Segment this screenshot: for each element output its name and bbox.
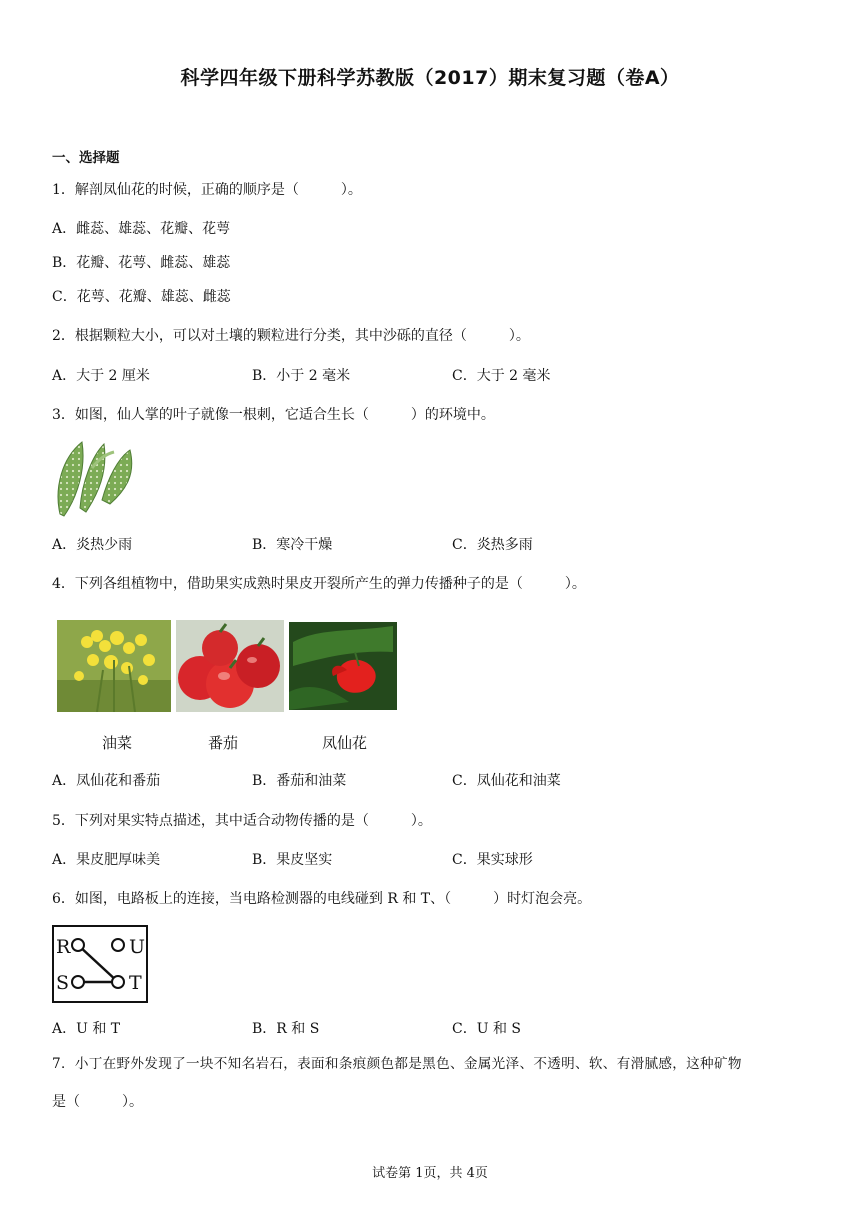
q3-option-b[interactable]: B．寒冷干燥: [252, 537, 333, 553]
question-7-stem-line-2: 是（ ）。: [52, 1094, 143, 1110]
q1-option-a[interactable]: A．雌蕊、雄蕊、花瓣、花萼: [52, 221, 231, 237]
q4-option-c[interactable]: C．凤仙花和油菜: [452, 773, 561, 789]
q6-option-c[interactable]: C．U 和 S: [452, 1021, 522, 1037]
question-4-stem: 4．下列各组植物中，借助果实成熟时果皮开裂所产生的弹力传播种子的是（ ）。: [52, 576, 586, 592]
caption-rapeseed: 油菜: [102, 734, 133, 752]
q2-option-b[interactable]: B．小于 2 毫米: [252, 368, 351, 384]
question-5-stem: 5．下列对果实特点描述，其中适合动物传播的是（ ）。: [52, 813, 432, 829]
label-r: R: [56, 936, 71, 958]
caption-tomato: 番茄: [208, 734, 239, 752]
q3-option-c[interactable]: C．炎热多雨: [452, 537, 533, 553]
question-6-stem: 6．如图，电路板上的连接，当电路检测器的电线碰到 R 和 T、（ ）时灯泡会亮。: [52, 891, 592, 907]
caption-impatiens: 凤仙花: [322, 734, 368, 752]
rapeseed-flower-image: [57, 620, 171, 712]
q2-option-c[interactable]: C．大于 2 毫米: [452, 368, 551, 384]
q5-option-b[interactable]: B．果皮坚实: [252, 852, 333, 868]
question-1-stem: 1．解剖凤仙花的时候，正确的顺序是（ ）。: [52, 182, 362, 198]
question-2-stem: 2．根据颗粒大小，可以对土壤的颗粒进行分类，其中沙砾的直径（ ）。: [52, 328, 530, 344]
q1-option-b[interactable]: B．花瓣、花萼、雌蕊、雄蕊: [52, 255, 231, 271]
q4-option-a[interactable]: A．凤仙花和番茄: [52, 773, 161, 789]
section-heading: 一、选择题: [52, 150, 120, 166]
q5-option-c[interactable]: C．果实球形: [452, 852, 533, 868]
label-u: U: [129, 936, 146, 958]
q2-option-a[interactable]: A．大于 2 厘米: [52, 368, 150, 384]
label-t: T: [129, 972, 142, 994]
cactus-leaf-image: [52, 438, 138, 518]
q5-option-a[interactable]: A．果皮肥厚味美: [52, 852, 161, 868]
impatiens-flower-image: [289, 622, 397, 710]
q6-option-b[interactable]: B．R 和 S: [252, 1021, 320, 1037]
question-3-stem: 3．如图，仙人掌的叶子就像一根刺，它适合生长（ ）的环境中。: [52, 407, 495, 423]
label-s: S: [56, 972, 70, 994]
page-title: 科学四年级下册科学苏教版（2017）期末复习题（卷A）: [180, 67, 680, 89]
question-7-stem-line-1: 7．小丁在野外发现了一块不知名岩石，表面和条痕颜色都是黑色、金属光泽、不透明、软、有滑腻感，这种矿物: [52, 1056, 742, 1072]
q4-option-b[interactable]: B．番茄和油菜: [252, 773, 347, 789]
q6-option-a[interactable]: A．U 和 T: [52, 1021, 121, 1037]
circuit-board-diagram: [52, 925, 148, 1003]
tomato-image: [176, 620, 284, 712]
q3-option-a[interactable]: A．炎热少雨: [52, 537, 133, 553]
page-footer: 试卷第 1页，共 4页: [372, 1166, 488, 1181]
q1-option-c[interactable]: C．花萼、花瓣、雄蕊、雌蕊: [52, 289, 231, 305]
